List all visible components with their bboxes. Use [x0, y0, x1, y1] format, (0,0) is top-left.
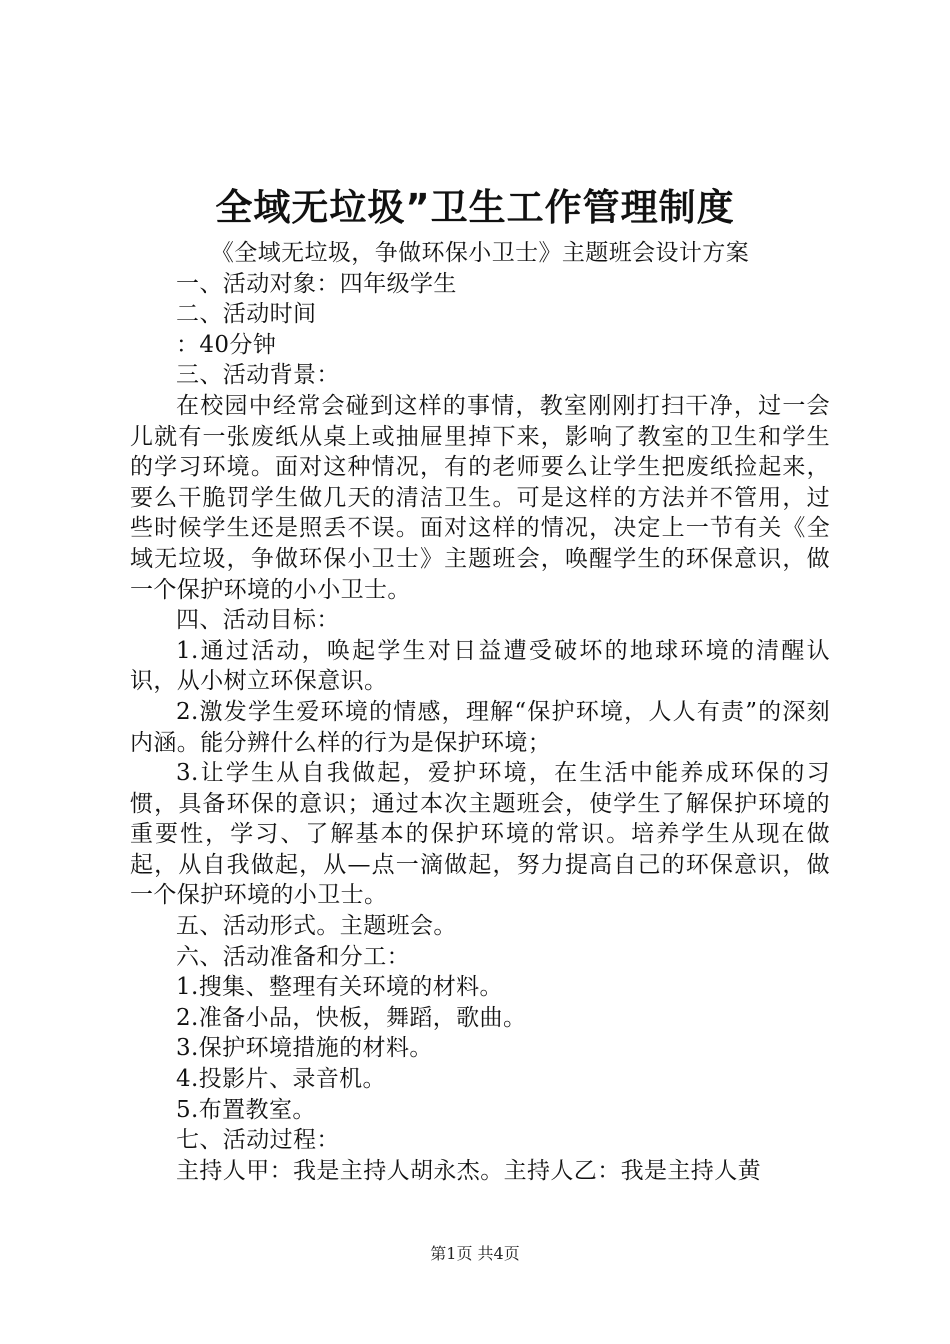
body-line: 3.保护环境措施的材料。	[176, 1035, 433, 1062]
body-line: 四、活动目标：	[176, 607, 340, 634]
document-title: 全域无垃圾”卫生工作管理制度	[215, 186, 735, 229]
body-line: 一、活动对象：四年级学生	[176, 270, 457, 297]
body-line: 1.搜集、整理有关环境的材料。	[176, 974, 503, 1001]
body-paragraph: 2.激发学生爱环境的情感，理解“保护环境，人人有责”的深刻内涵。能分辨什么样的行为是保护环境；	[130, 698, 830, 756]
body-paragraph: 3.让学生从自我做起，爱护环境，在生活中能养成环保的习惯，具备环保的意识；通过本次主题班会，使学生了解保护环境的重要性，学习、了解基本的保护环境的常识。培养学生从现在做起，从自我做起，从—点一滴做起，努力提高自己的环保意识，做一个保护环境的小卫士。	[130, 760, 830, 909]
body-line: 二、活动时间	[176, 301, 317, 328]
body-line: 2.准备小品，快板，舞蹈，歌曲。	[176, 1004, 527, 1031]
body-line: 七、活动过程：	[176, 1127, 340, 1154]
page-footer: 第1页 共4页	[430, 1244, 520, 1263]
body-line: ：40分钟	[176, 331, 277, 358]
body-paragraph: 在校园中经常会碰到这样的事情，教室刚刚打扫干净，过一会儿就有一张废纸从桌上或抽屉里掉下来，影响了教室的卫生和学生的学习环境。面对这种情况，有的老师要么让学生把废纸捡起来，要么干脆罚学生做几天的清洁卫生。可是这样的方法并不管用，过些时候学生还是照丢不误。面对这样的情况，决定上一节有关《全域无垃圾，争做环保小卫士》主题班会，唤醒学生的环保意识，做一个保护环境的小小卫士。	[130, 392, 830, 603]
body-paragraph: 1.通过活动，唤起学生对日益遭受破坏的地球环境的清醒认识，从小树立环保意识。	[130, 637, 830, 695]
body-line: 三、活动背景：	[176, 362, 340, 389]
body-line: 五、活动形式。主题班会。	[176, 913, 457, 940]
body-line: 4.投影片、录音机。	[176, 1066, 386, 1093]
document-body	[130, 238, 830, 1186]
subtitle-line: 《全域无垃圾，争做环保小卫士》主题班会设计方案	[210, 240, 750, 266]
body-line: 主持人甲：我是主持人胡永杰。主持人乙：我是主持人黄	[176, 1157, 761, 1184]
body-line: 六、活动准备和分工：	[176, 943, 410, 970]
body-line: 5.布置教室。	[176, 1096, 316, 1123]
